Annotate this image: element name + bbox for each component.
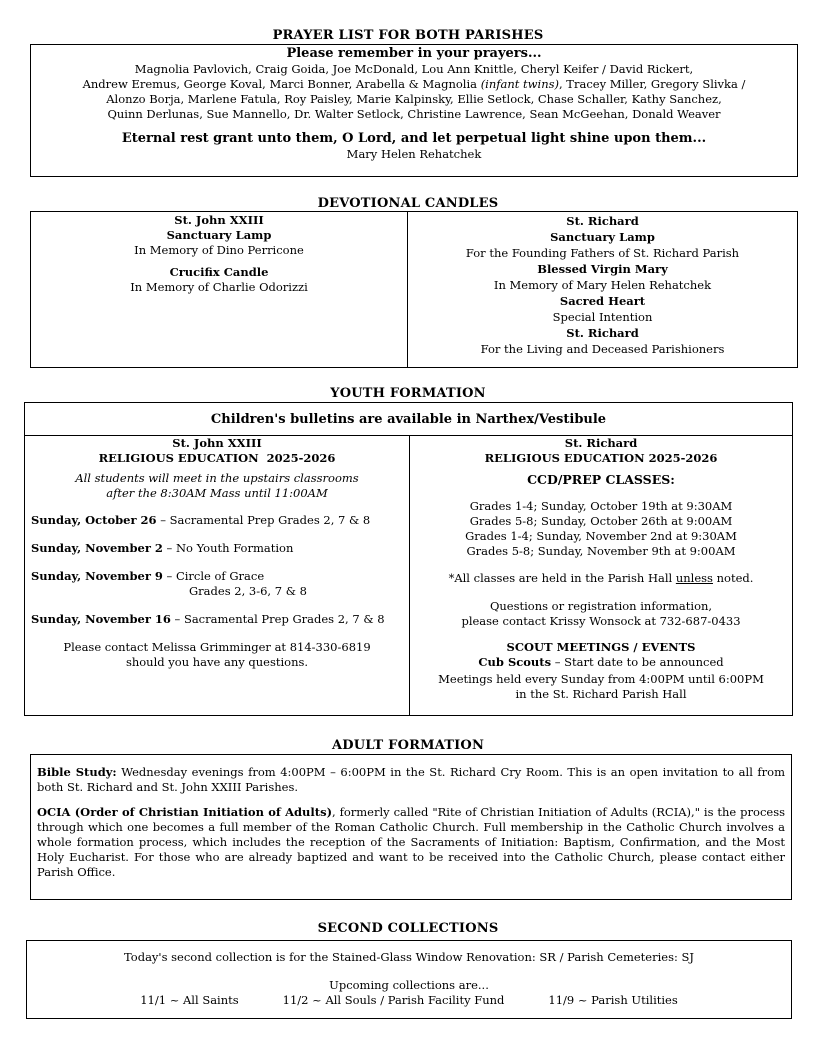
deceased-name: Mary Helen Rehatchek — [346, 147, 482, 161]
prayer-names-line-4: Quinn Derlunas, Sue Mannello, Dr. Walter Setlock, Christine Lawrence, Sean McGeehan, Donald Weaver — [107, 107, 721, 121]
youth-left-contact-2: should you have any questions. — [125, 655, 309, 669]
collection-item: 11/2 ~ All Souls / Parish Facility Fund — [282, 993, 505, 1007]
candles-title: DEVOTIONAL CANDLES — [317, 196, 499, 211]
candles-st-john — [31, 212, 407, 367]
prayer-subtitle: Please remember in your prayers... — [286, 46, 542, 61]
collection-item: 11/9 ~ Parish Utilities — [548, 993, 678, 1007]
eternal-rest-prayer: Eternal rest grant unto them, O Lord, and let perpetual light shine upon them... — [121, 131, 707, 146]
youth-left-event-2: Sunday, November 2 – No Youth Formation — [31, 541, 294, 555]
candles-left-heading-2: Crucifix Candle — [169, 265, 269, 279]
youth-title: YOUTH FORMATION — [330, 386, 486, 401]
candles-left-text-1: In Memory of Dino Perricone — [134, 243, 304, 257]
prayer-list-title: PRAYER LIST FOR BOTH PARISHES — [272, 28, 544, 43]
youth-left-event-3-grades: Grades 2, 3-6, 7 & 8 — [189, 584, 307, 598]
youth-st-john — [25, 436, 409, 715]
candles-box — [30, 211, 798, 368]
collections-title: SECOND COLLECTIONS — [317, 921, 499, 936]
ccd-class-item: Grades 1-4; Sunday, October 19th at 9:30AM — [469, 499, 733, 513]
scout-meetings-heading: SCOUT MEETINGS / EVENTS — [506, 640, 696, 654]
youth-right-program: RELIGIOUS EDUCATION 2025-2026 — [484, 451, 718, 465]
ccd-class-item: Grades 5-8; Sunday, October 26th at 9:00AM — [469, 514, 733, 528]
candles-right-text-1: For the Founding Fathers of St. Richard Parish — [465, 246, 740, 260]
prayer-list-box — [30, 44, 798, 177]
candles-right-text-4: For the Living and Deceased Parishioners — [480, 342, 725, 356]
youth-left-note-2: after the 8:30AM Mass until 11:00AM — [106, 486, 328, 500]
candles-st-richard — [408, 212, 797, 367]
candles-left-heading-1: Sanctuary Lamp — [166, 228, 272, 242]
candles-right-heading-4: St. Richard — [566, 326, 639, 340]
ccd-class-item: Grades 5-8; Sunday, November 9th at 9:00AM — [466, 544, 736, 558]
classes-location-note: *All classes are held in the Parish Hall unless noted. — [448, 571, 754, 585]
registration-question: Questions or registration information, — [489, 599, 713, 613]
adult-title: ADULT FORMATION — [331, 738, 485, 753]
youth-left-program: RELIGIOUS EDUCATION 2025-2026 — [98, 451, 336, 465]
scout-meeting-location: in the St. Richard Parish Hall — [515, 687, 687, 701]
youth-st-richard — [410, 436, 792, 715]
todays-collection: Today's second collection is for the Stained-Glass Window Renovation: SR / Parish Cemeteries: SJ — [124, 950, 694, 964]
collection-item: 11/1 ~ All Saints — [140, 993, 239, 1007]
youth-left-event-1: Sunday, October 26 – Sacramental Prep Grades 2, 7 & 8 — [31, 513, 371, 527]
candles-left-text-2: In Memory of Charlie Odorizzi — [130, 280, 308, 294]
childrens-bulletin-banner: Children's bulletins are available in Narthex/Vestibule — [210, 412, 607, 427]
upcoming-collections-list — [27, 993, 791, 1008]
candles-right-heading-3: Sacred Heart — [559, 294, 646, 308]
youth-left-event-4: Sunday, November 16 – Sacramental Prep Grades 2, 7 & 8 — [31, 612, 385, 626]
ccd-class-item: Grades 1-4; Sunday, November 2nd at 9:30AM — [465, 529, 737, 543]
youth-right-parish: St. Richard — [564, 436, 638, 450]
prayer-names-line-3: Alonzo Borja, Marlene Fatula, Roy Paisley, Marie Kalpinsky, Ellie Setlock, Chase Schaller, Kathy Sanchez, — [106, 92, 722, 106]
adult-box — [30, 754, 792, 900]
candles-left-parish: St. John XXIII — [174, 213, 264, 227]
candles-right-text-3: Special Intention — [552, 310, 653, 324]
youth-left-event-3: Sunday, November 9 – Circle of Grace — [31, 569, 265, 583]
candles-right-heading-1: Sanctuary Lamp — [550, 230, 655, 244]
ccd-class-list — [410, 499, 792, 559]
bible-study-paragraph: Bible Study: Wednesday evenings from 4:00PM – 6:00PM in the St. Richard Cry Room. This is an open invitation to all from both St. Richard and St. John XXIII Parishes. — [37, 765, 786, 794]
candles-right-parish: St. Richard — [566, 214, 639, 228]
prayer-names-line-2: Andrew Eremus, George Koval, Marci Bonner, Arabella & Magnolia (infant twins), Tracey Miller, Gregory Slivka / — [82, 77, 746, 91]
youth-left-note-1: All students will meet in the upstairs classrooms — [75, 471, 359, 485]
cub-scouts-line: Cub Scouts – Start date to be announced — [478, 655, 724, 669]
scout-meeting-time: Meetings held every Sunday from 4:00PM until 6:00PM — [438, 672, 764, 686]
youth-box — [24, 402, 793, 716]
registration-contact: please contact Krissy Wonsock at 732-687-0433 — [461, 614, 741, 628]
upcoming-collections-label: Upcoming collections are... — [329, 978, 489, 992]
collections-box — [26, 940, 792, 1019]
ccd-prep-heading: CCD/PREP CLASSES: — [527, 472, 675, 487]
prayer-names-line-1: Magnolia Pavlovich, Craig Goida, Joe McDonald, Lou Ann Knittle, Cheryl Keifer / David Rickert, — [134, 62, 694, 76]
ocia-paragraph: OCIA (Order of Christian Initiation of Adults), formerly called "Rite of Christian Initiation of Adults (RCIA)," is the process through which one becomes a full member of the Roman Catholic Church. Full membership in the Catholic Church involves a whole formation process, which includes the reception of the Sacraments of Initiation: Baptism, Confirmation, and the Most Holy Eucharist. For those who are already baptized and want to be received into the Catholic Church, please contact either Parish Office. — [37, 805, 785, 879]
candles-right-heading-2: Blessed Virgin Mary — [537, 262, 668, 276]
youth-left-parish: St. John XXIII — [172, 436, 262, 450]
candles-right-text-2: In Memory of Mary Helen Rehatchek — [493, 278, 712, 292]
youth-left-contact-1: Please contact Melissa Grimminger at 814-330-6819 — [63, 640, 371, 654]
